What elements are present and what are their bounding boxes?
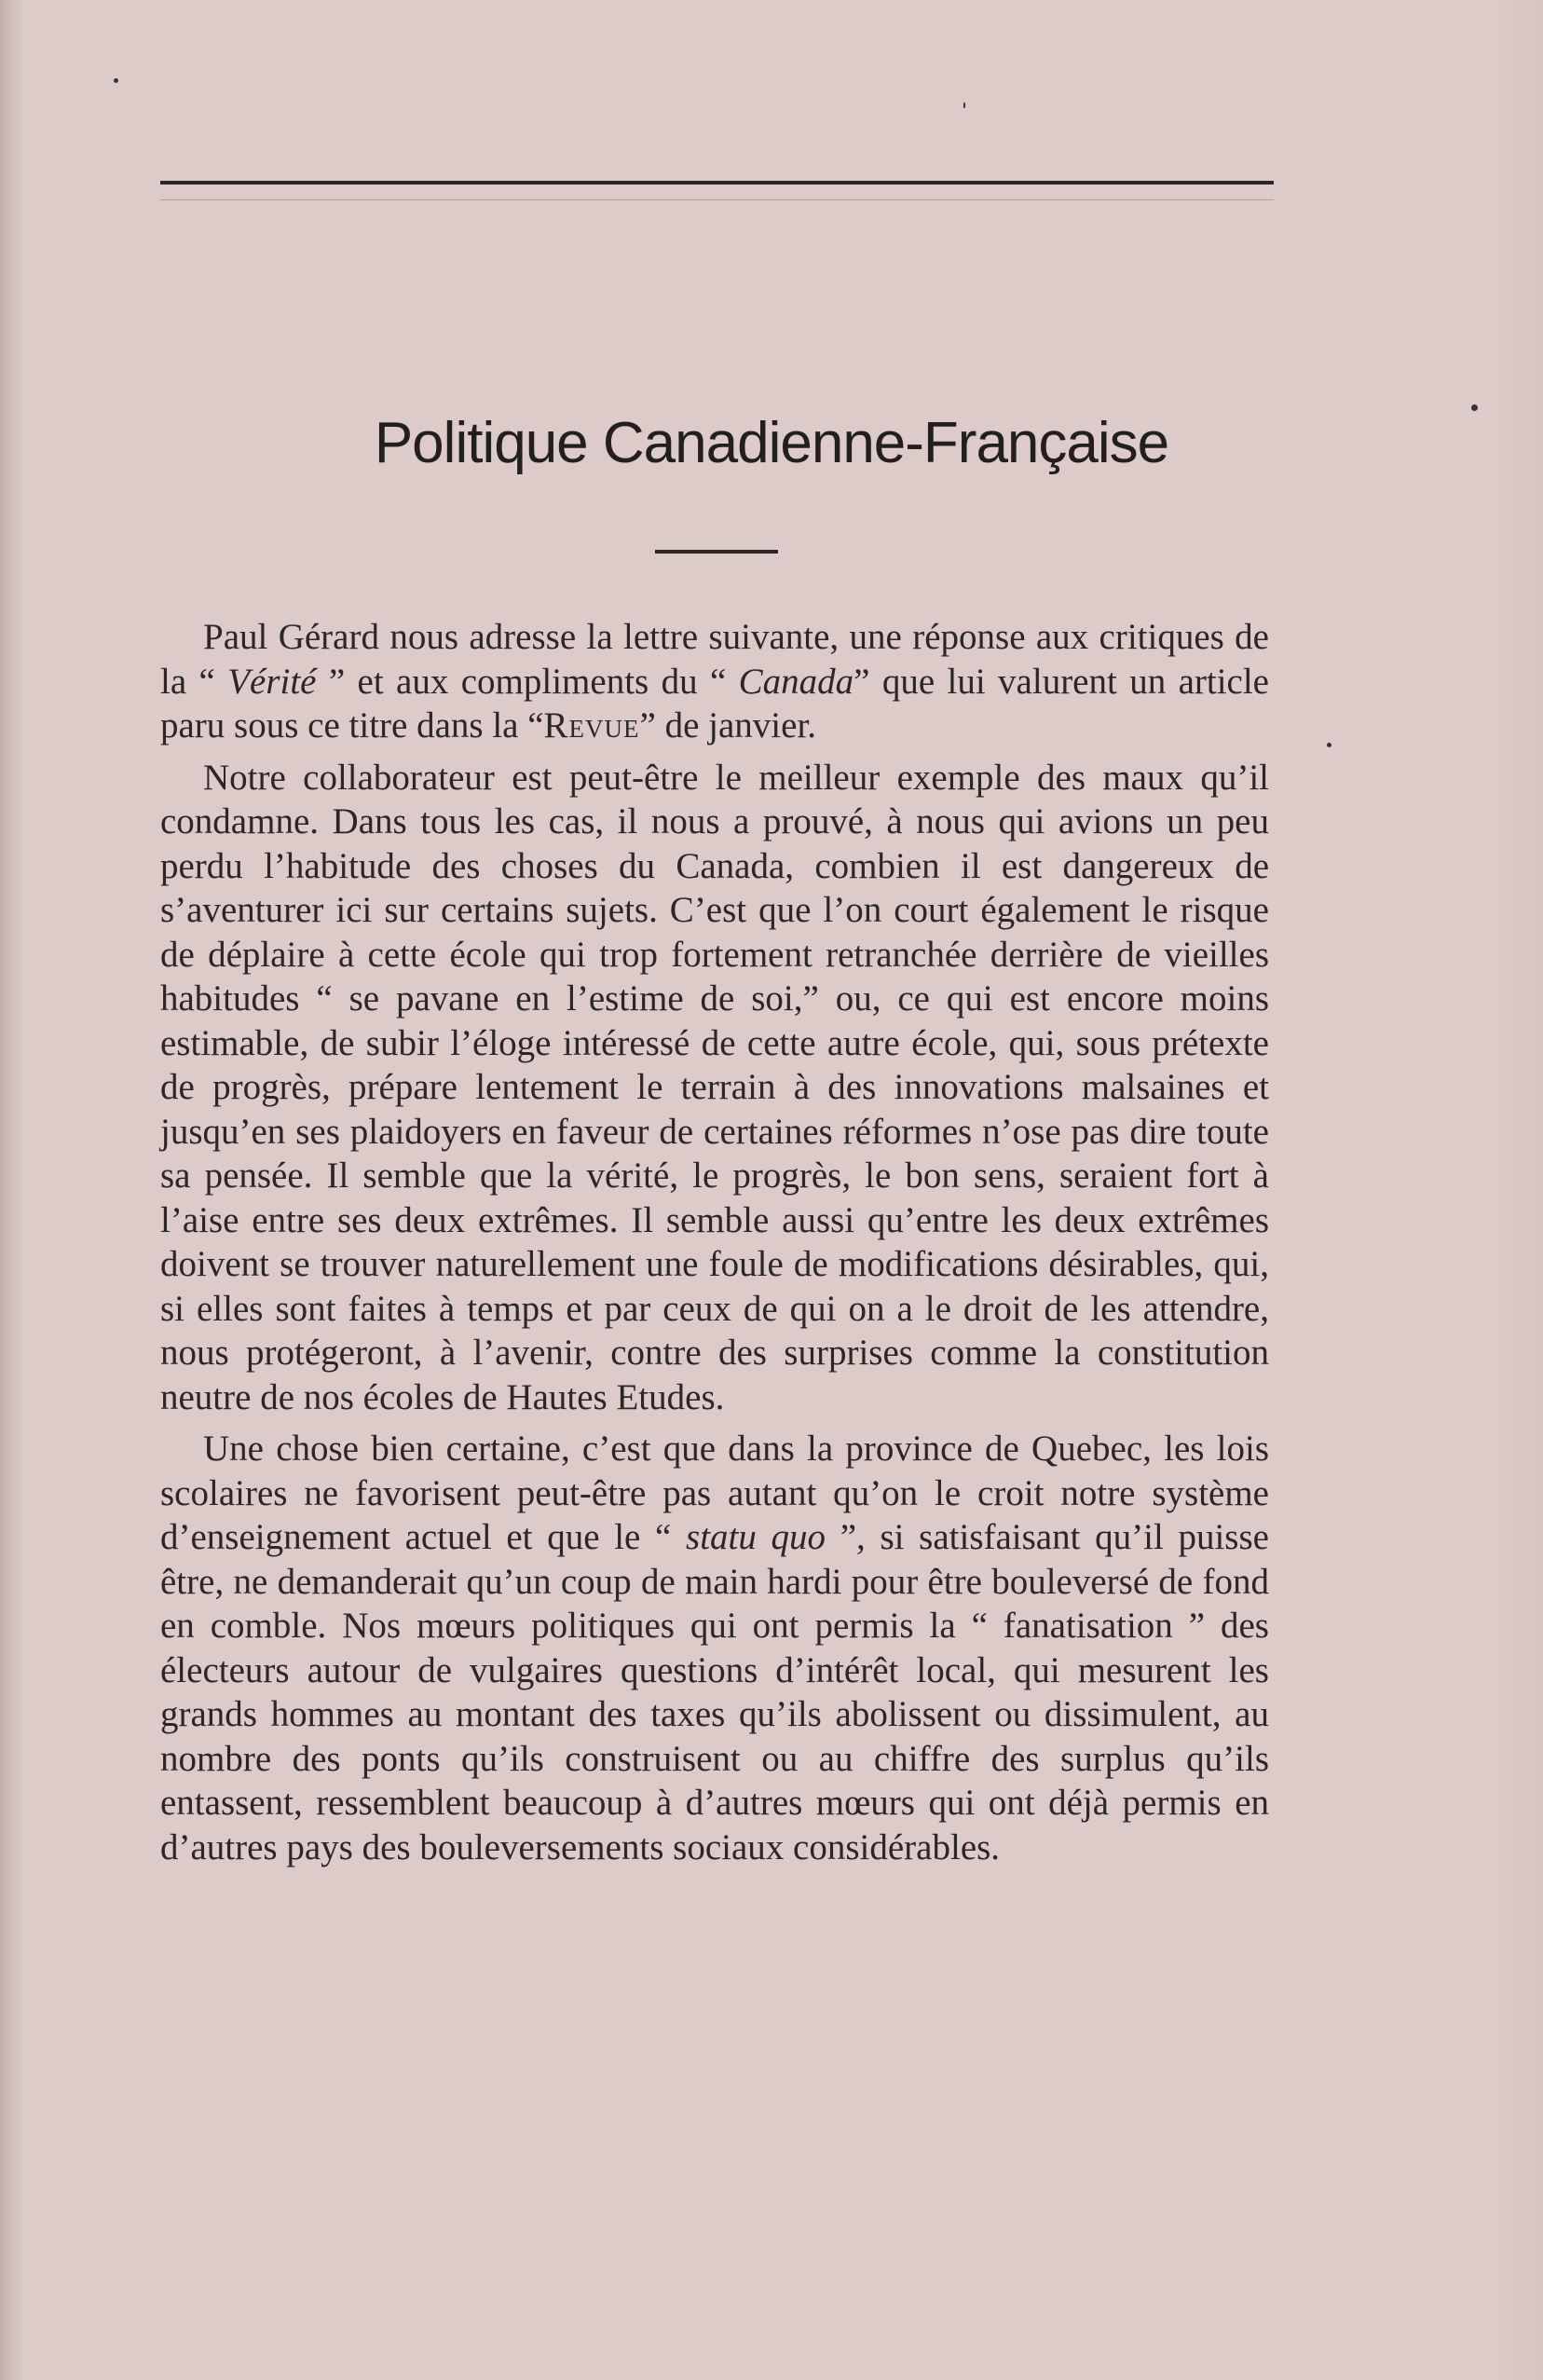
paragraph-1-text-4: ” de janvier. — [639, 705, 817, 745]
binding-edge — [0, 0, 26, 2380]
paper-speck — [114, 78, 118, 83]
paragraph-3 — [160, 1427, 1269, 1869]
article-title: Politique Canadienne-Française — [374, 411, 1169, 475]
paragraph-3-text-2: ”, si satisfaisant qu’il puisse être, ne demanderait qu’un coup de main hardi pour être bouleversé de fond en comble. Nos mœurs politiques qui ont permis la “ fanatisation ” des électeurs autour de vulgaires questions d’intérêt local, qui mesurent les grands hommes au montant des taxes qu’ils abolissent ou dissimulent, au nombre des ponts qu’ils construisent ou au chiffre des surplus qu’ils entassent, ressemblent beaucoup à d’autres mœurs qui ont déjà permis en d’autres pays des bouleversements sociaux considérables. — [160, 1517, 1269, 1867]
paper-speck — [963, 103, 965, 108]
header-rule-shadow — [160, 199, 1274, 200]
journal-title-verite: Vérité — [227, 661, 317, 702]
paragraph-2-text: Notre collaborateur est peut-être le meilleur exemple des maux qu’il condamne. Dans tous les cas, il nous a prouvé, à nous qui avions un peu perdu l’habitude des choses du Canada, combien il est dangereux de s’aventurer ici sur certains sujets. C’est que l’on court également le risque de déplaire à cette école qui trop fortement retranchée derrière de vieilles habitudes “ se pavane en l’estime de soi,” ou, ce qui est encore moins estimable, de subir l’éloge intéressé de cette autre école, qui, sous prétexte de progrès, prépare lentement le terrain à des innovations malsaines et jusqu’en ses plaidoyers en faveur de certaines réformes n’ose pas dire toute sa pensée. Il semble que la vérité, le progrès, le bon sens, seraient fort à l’aise entre ses deux extrêmes. Il semble aussi qu’entre les deux extrêmes doivent se trouver naturellement une foule de modifications désirables, qui, si elles sont faites à temps et par ceux de qui on a le droit de les attendre, nous protégeront, à l’avenir, contre des surprises comme la constitution neutre de nos écoles de Hautes Etudes. — [160, 757, 1269, 1417]
journal-title-canada: Canada — [738, 661, 854, 702]
title-rule — [655, 550, 778, 554]
paragraph-3-text-1: Une chose bien certaine, c’est que dans la province de Quebec, les lois scolaires ne favorisent peut-être pas autant qu’on le croit notre système d’enseignement actuel et que le “ — [160, 1429, 1269, 1557]
header-rule — [160, 181, 1274, 185]
paragraph-1-text-1: Paul Gérard nous adresse la lettre suivante, une réponse aux critiques de la “ — [160, 617, 1269, 702]
article-body — [160, 615, 1269, 1877]
paragraph-1-text-2: ” et aux compliments du “ — [316, 661, 739, 702]
journal-title-revue: Revue — [543, 705, 640, 745]
paragraph-1-text-3: ” que lui valurent un article paru sous ce titre dans la “ — [160, 661, 1269, 745]
paragraph-2 — [160, 756, 1269, 1420]
latin-phrase-statu-quo: statu quo — [686, 1517, 826, 1557]
paper-speck — [1327, 743, 1331, 747]
paper-speck — [1471, 404, 1478, 411]
paragraph-1 — [160, 615, 1269, 748]
